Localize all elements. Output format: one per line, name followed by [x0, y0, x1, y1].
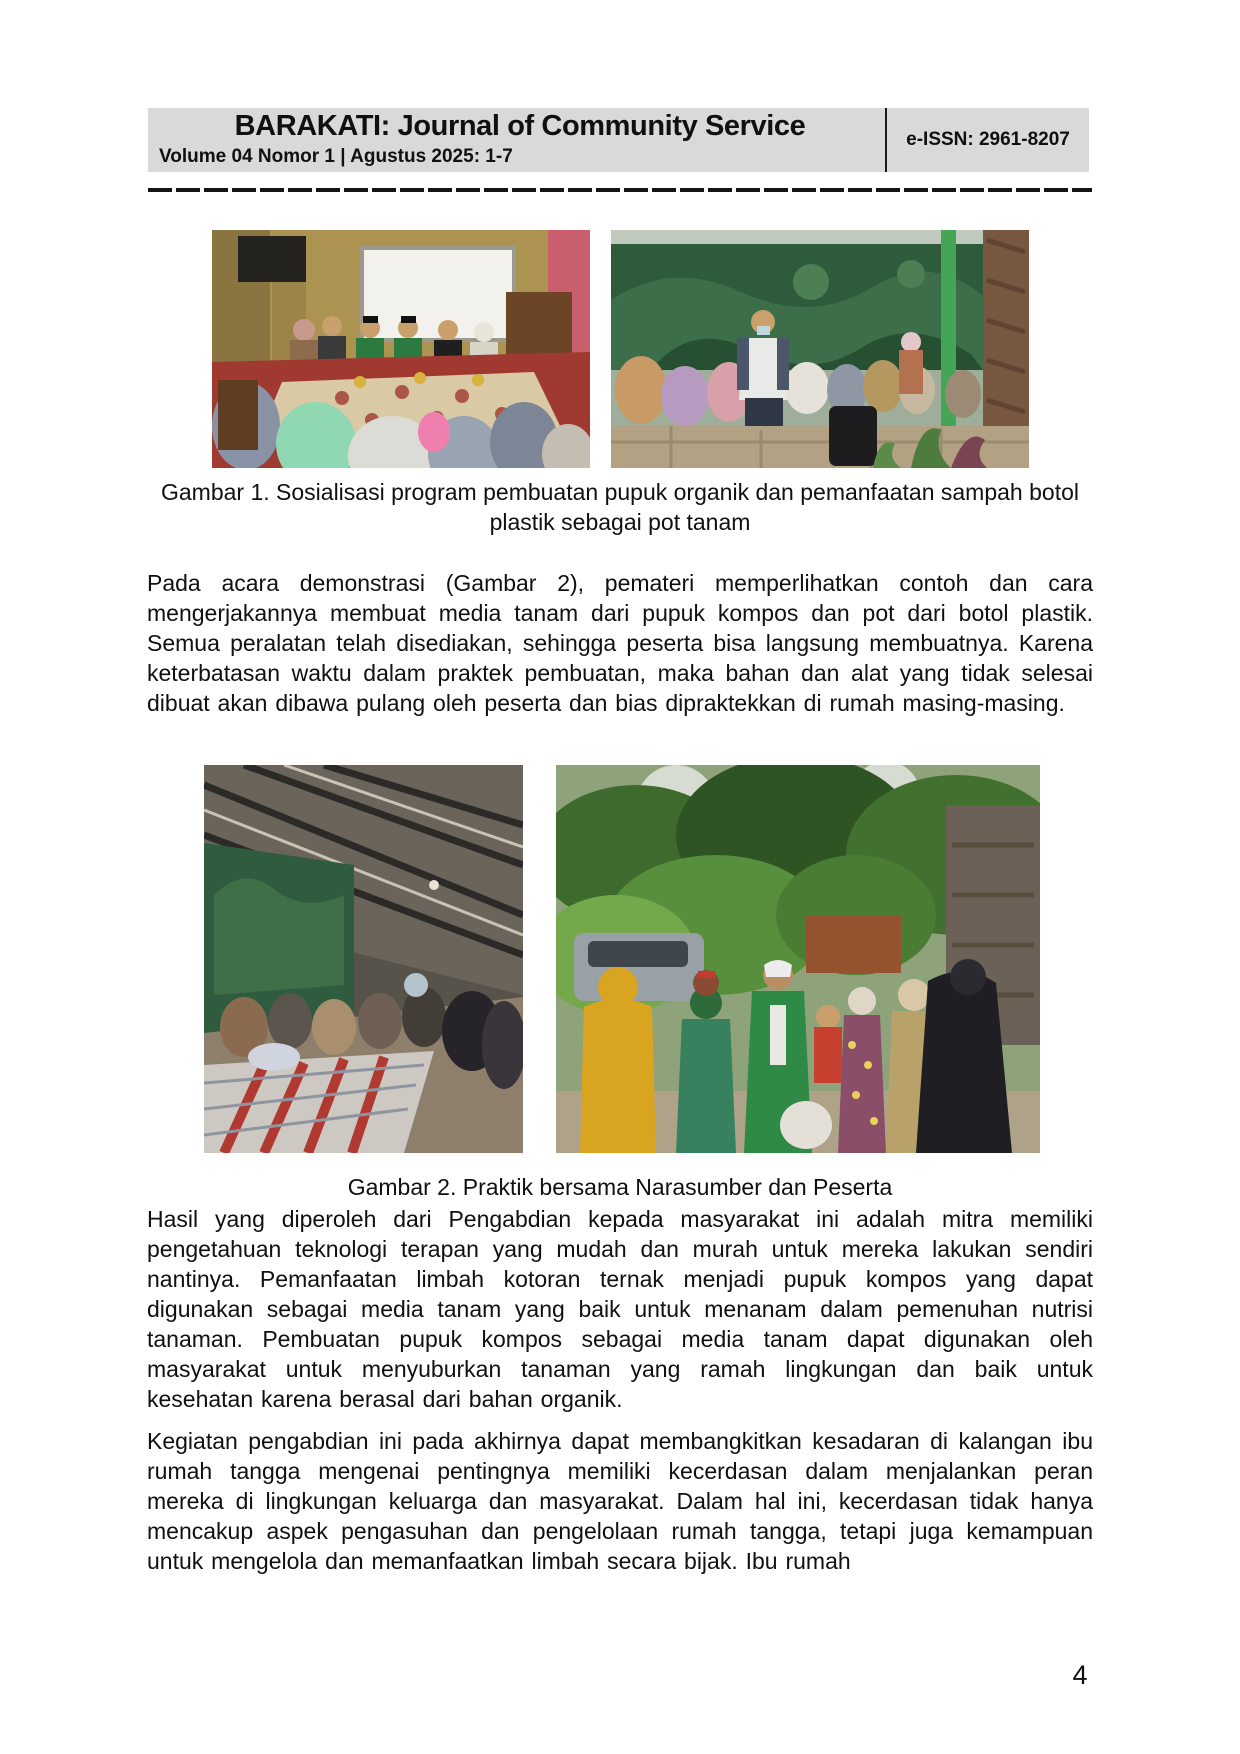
outdoor-practice-illustration — [556, 765, 1040, 1153]
header-divider-rule — [148, 188, 1092, 192]
journal-title: BARAKATI: Journal of Community Service — [234, 110, 806, 142]
issn-label: e-ISSN: 2961-8207 — [885, 108, 1089, 172]
indoor-socialization-illustration — [212, 230, 590, 468]
page-number: 4 — [1072, 1660, 1088, 1690]
journal-header — [148, 108, 1089, 172]
figure2-caption: Gambar 2. Praktik bersama Narasumber dan Peserta — [347, 1174, 893, 1200]
journal-header-left — [148, 108, 885, 172]
figure1-photo-indoor-socialization — [212, 230, 590, 468]
figure1-caption: Gambar 1. Sosialisasi program pembuatan pupuk organik dan pemanfaatan sampah botol plastik sebagai pot tanam — [160, 479, 1079, 535]
outdoor-socialization-illustration — [611, 230, 1029, 468]
figure2-photo-outdoor-practice — [556, 765, 1040, 1153]
figure2-photo-shed-practice — [204, 765, 523, 1153]
volume-issue-line: Volume 04 Nomor 1 | Agustus 2025: 1-7 — [159, 146, 513, 167]
figure1-photo-outdoor-socialization — [611, 230, 1029, 468]
paragraph-demonstrasi: Pada acara demonstrasi (Gambar 2), pemateri memperlihatkan contoh dan cara mengerjakannya membuat media tanam dari pupuk kompos dan pot dari botol plastik. Semua peralatan telah disediakan, sehingga peserta bisa langsung membuatnya. Karena keterbatasan waktu dalam praktek pembuatan, maka bahan dan alat yang tidak selesai dibuat akan dibawa pulang oleh peserta dan bias dipraktekkan di rumah masing-masing. — [147, 570, 1093, 716]
paragraph-kegiatan: Kegiatan pengabdian ini pada akhirnya dapat membangkitkan kesadaran di kalangan ibu rumah tangga mengenai pentingnya memiliki kecerdasan dalam menjalankan peran mereka di lingkungan keluarga dan masyarakat. Dalam hal ini, kecerdasan tidak hanya mencakup aspek pengasuhan dan pengelolaan rumah tangga, tetapi juga kemampuan untuk mengelola dan memanfaatkan limbah secara bijak. Ibu rumah — [147, 1428, 1093, 1574]
shed-practice-illustration — [204, 765, 523, 1153]
paragraph-hasil: Hasil yang diperoleh dari Pengabdian kepada masyarakat ini adalah mitra memiliki pengetahuan teknologi terapan yang mudah dan murah untuk mereka lakukan sendiri nantinya. Pemanfaatan limbah kotoran ternak menjadi pupuk kompos yang dapat digunakan sebagai media tanam yang baik untuk menanam dalam pemenuhan nutrisi tanaman. Pembuatan pupuk kompos sebagai media tanam dapat digunakan oleh masyarakat untuk menyuburkan tanaman yang ramah lingkungan dan baik untuk kesehatan karena berasal dari bahan organik. — [147, 1206, 1093, 1412]
